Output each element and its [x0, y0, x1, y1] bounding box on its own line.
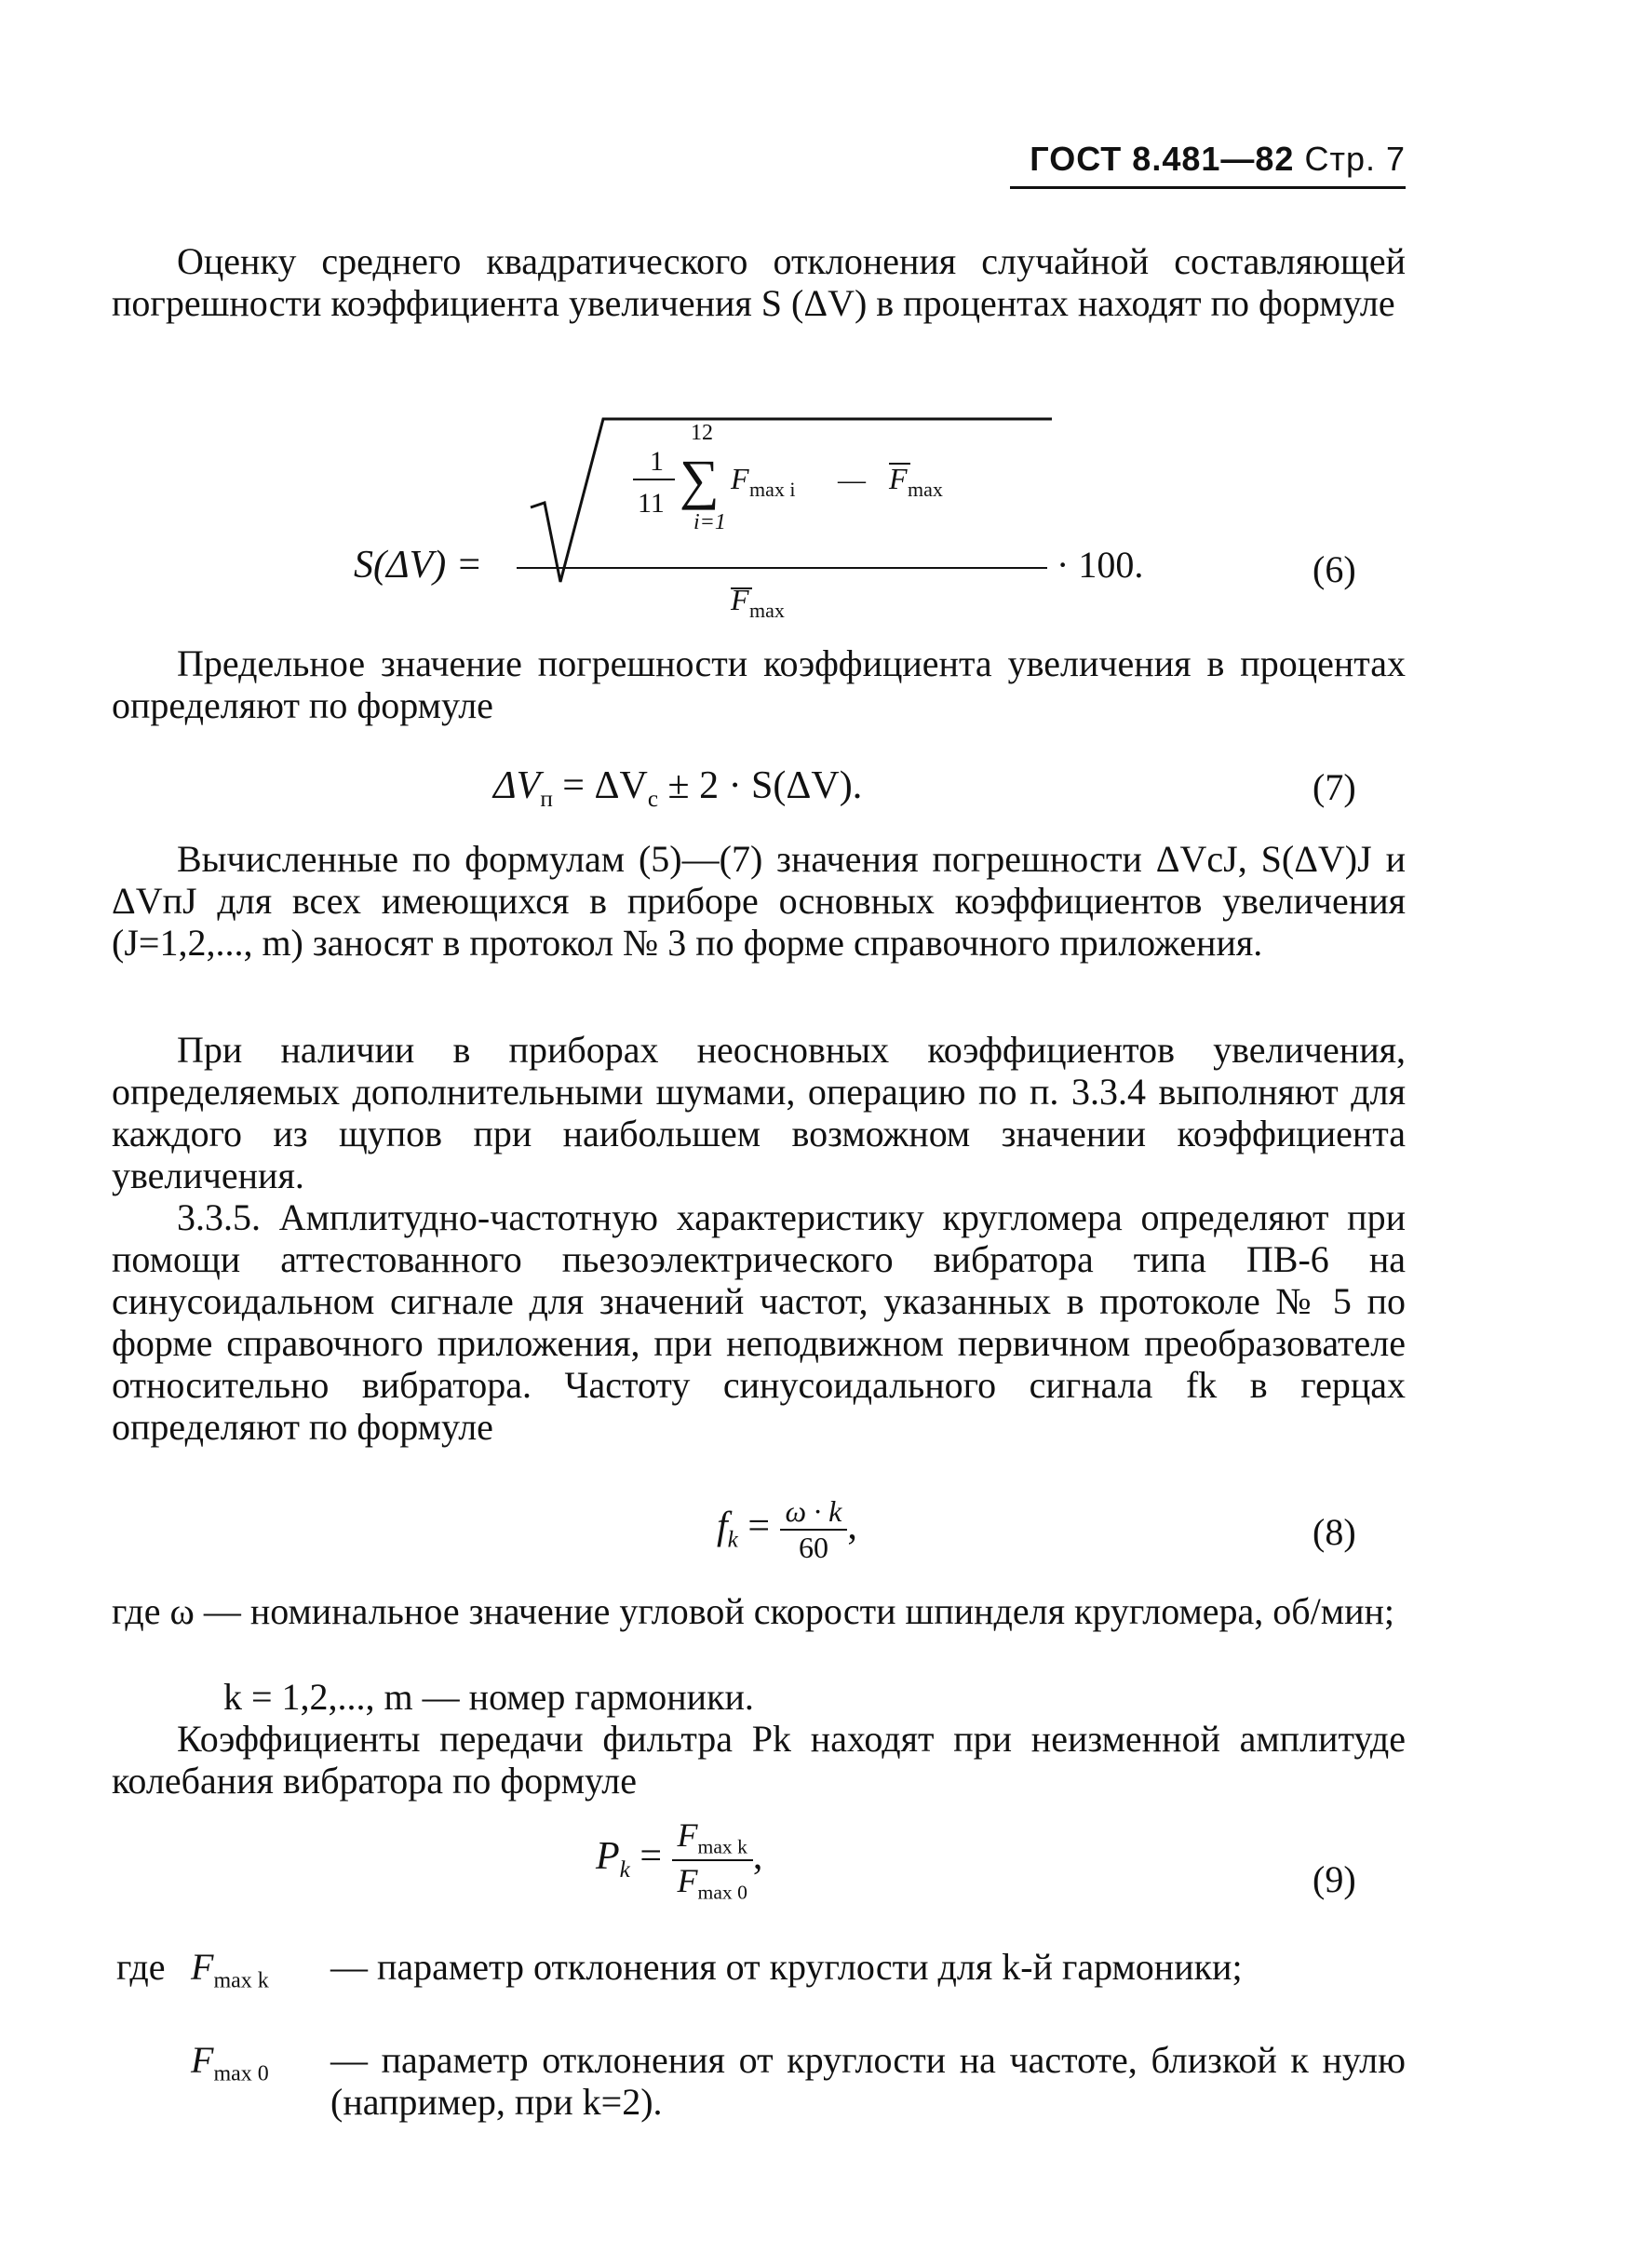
where9-item2-symbol: $F_{max 0}$	[191, 2039, 269, 2086]
sum-sign: ∑	[680, 449, 720, 510]
paragraph-4: При наличии в приборах неосновных коэффициентов увеличения, определяемых дополнительными шумами, операцию по п. 3.3.4 выполняют для каждого из щупов при наибольшем возможном значении коэффициента увеличения.	[112, 1029, 1406, 1196]
eq6-coef-den: 11	[638, 488, 665, 519]
paragraph-5: 3.3.5. Амплитудно-частотную характеристику кругломера определяют при помощи аттестованного пьезоэлектрического вибратора типа ПВ-6 на синусоидальном сигнале для значений частот, указанных в протоколе № 5 по форме справочного приложения, при неподвижном первичном преобразователе относительно вибратора. Частоту синусоидального сигнала fk в герцах определяют по формуле	[112, 1196, 1406, 1448]
equation-9: $P_k$ = $\frac{F_{max k}}{F_{max 0}}$ ,	[596, 1816, 763, 1904]
where-k: k = 1,2,..., m — номер гармоники.	[223, 1676, 754, 1718]
paragraph-1: Оценку среднего квадратического отклонения случайной составляющей погрешности коэффициента увеличения S (ΔV) в процентах находят по формуле	[112, 240, 1406, 324]
eq6-denominator-sub: max	[749, 599, 785, 622]
paragraph-6: Коэффициенты передачи фильтра Pk находят при неизменной амплитуде колебания вибратора по формуле	[112, 1718, 1406, 1802]
equation-6	[354, 410, 1144, 633]
equation-7: $\Delta V_п = \Delta V_с \pm 2 \cdot S(\Delta V)$.	[493, 764, 863, 812]
equation-6-number: (6)	[1313, 548, 1356, 590]
page-number: Стр. 7	[1304, 140, 1406, 178]
eq6-factor: · 100.	[1057, 544, 1144, 586]
eq6-coef-num: 1	[650, 446, 664, 477]
eq6-mean-sub: max	[908, 478, 943, 501]
where9-label: где	[116, 1946, 166, 1988]
paragraph-2: Предельное значение погрешности коэффициента увеличения в процентах определяют по формуле	[112, 642, 1406, 726]
header-rule	[1010, 186, 1406, 189]
where9-item1-text: — параметр отклонения от круглости для k-й гармоники;	[330, 1946, 1243, 1988]
eq6-denominator: F	[731, 583, 749, 616]
equation-8-number: (8)	[1313, 1511, 1356, 1553]
page-header	[1010, 140, 1406, 179]
equation-7-number: (7)	[1313, 766, 1356, 808]
eq6-sum-upper: 12	[691, 421, 713, 445]
equation-8: $f_k$ = $\frac{\omega \cdot k}{60}$ ,	[717, 1494, 857, 1564]
equation-9-number: (9)	[1313, 1858, 1356, 1900]
paragraph-3: Вычисленные по формулам (5)—(7) значения погрешности ΔVcJ, S(ΔV)J и ΔVпJ для всех имеющихся в приборе основных коэффициентов увеличения (J=1,2,..., m) заносят в протокол № 3 по форме справочного приложения.	[112, 838, 1406, 964]
eq6-term-sub: max i	[749, 478, 796, 501]
where9-item1-symbol: $F_{max k}$	[191, 1946, 269, 1993]
eq6-minus: —	[838, 465, 866, 495]
where9-item2-text: — параметр отклонения от круглости на частоте, близкой к нулю (например, при k=2).	[330, 2039, 1406, 2123]
standard-number: ГОСТ 8.481—82	[1030, 140, 1295, 178]
eq6-mean: F	[889, 462, 908, 495]
where-omega: где ω — номинальное значение угловой скорости шпинделя кругломера, об/мин;	[112, 1590, 1395, 1632]
eq6-term: F	[731, 462, 749, 495]
eq6-lhs: S(ΔV) =	[354, 544, 483, 587]
eq6-sum-lower: i=1	[693, 510, 726, 534]
